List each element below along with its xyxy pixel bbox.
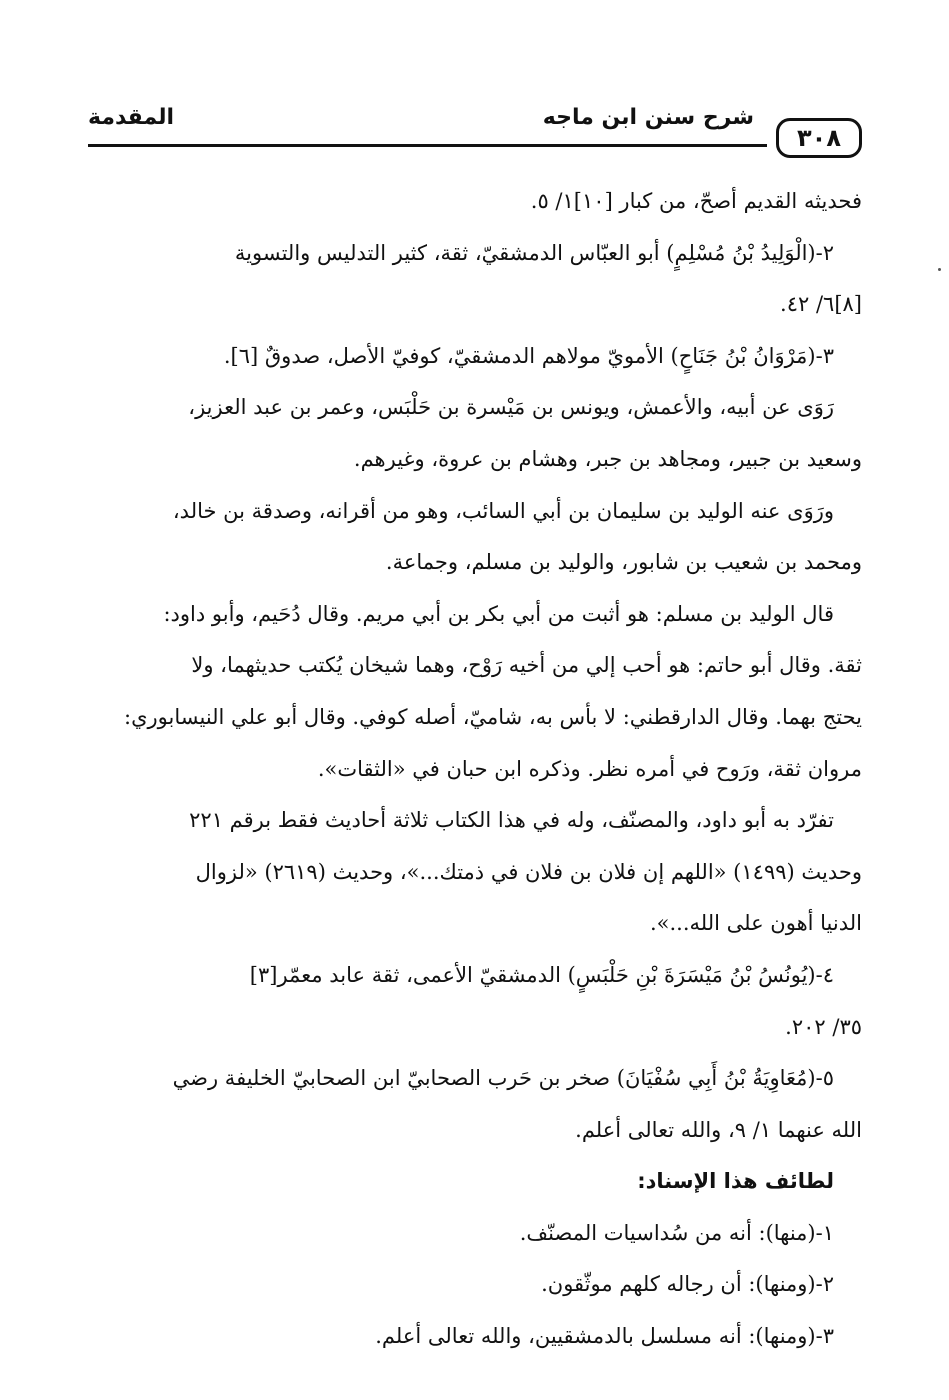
text-line: ومحمد بن شعيب بن شابور، والوليد بن مسلم، وجماعة. — [385, 550, 862, 575]
text-line: ٢-(الْوَلِيدُ بْنُ مُسْلِمٍ) أبو العبّاس الدمشقيّ، ثقة، كثير التدليس والتسوية — [234, 240, 834, 265]
text-line: الدنيا أهون على الله...». — [649, 911, 862, 936]
book-title: شرح سنن ابن ماجه — [542, 105, 754, 130]
section-title: المقدمة — [88, 105, 175, 130]
text-line: ٣-(ومنها): أنه مسلسل بالدمشقيين، والله تعالى أعلم. — [375, 1324, 834, 1349]
page-number: ٣٠٨ — [776, 118, 862, 158]
text-line: ٣-(مَرْوَانُ بْنُ جَنَاحٍ) الأمويّ مولاهم الدمشقيّ، كوفيّ الأصل، صدوقٌ [٦]. — [223, 343, 834, 368]
scan-speck — [938, 268, 941, 271]
text-line: رَوَى عن أبيه، والأعمش، ويونس بن مَيْسرة بن حَلْبَس، وعمر بن عبد العزيز، — [188, 395, 834, 420]
text-line: تفرّد به أبو داود، والمصنّف، وله في هذا الكتاب ثلاثة أحاديث فقط برقم ٢٢١ — [189, 808, 834, 833]
text-line: ٤-(يُونُسُ بْنُ مَيْسَرَةَ بْنِ حَلْبَسٍ) الدمشقيّ الأعمى، ثقة عابد معمّر[٣] — [249, 962, 834, 987]
page-header — [88, 100, 862, 160]
body-text — [88, 176, 862, 1363]
header-rule — [88, 144, 767, 147]
text-line: قال الوليد بن مسلم: هو أثبت من أبي بكر بن أبي مريم. وقال دُحَيم، وأبو داود: — [163, 601, 834, 626]
text-line: ثقة. وقال أبو حاتم: هو أحب إلي من أخيه رَوْح، وهما شيخان يُكتب حديثهما، ولا — [191, 653, 862, 678]
text-line: وحديث (١٤٩٩) «اللهم إن فلان بن فلان في ذمتك...»، وحديث (٢٦١٩) «لزوال — [195, 859, 862, 884]
text-line: فحديثه القديم أصحّ، من كبار [١٠]١/ ٥. — [530, 189, 862, 213]
text-line: يحتج بهما. وقال الدارقطني: لا بأس به، شاميّ، أصله كوفي. وقال أبو علي النيسابوري: — [124, 704, 862, 729]
text-line: ١-(منها): أنه من سُداسيات المصنّف. — [519, 1220, 834, 1245]
subheading: لطائف هذا الإسناد: — [637, 1169, 834, 1194]
text-line: الله عنهما ١/ ٩، والله تعالى أعلم. — [575, 1117, 862, 1142]
text-line: [٨]٦/ ٤٢. — [780, 292, 862, 317]
text-line: وسعيد بن جبير، ومجاهد بن جبر، وهشام بن عروة، وغيرهم. — [353, 446, 862, 471]
text-line: ٣٥/ ٢٠٢. — [785, 1014, 862, 1039]
text-line: ٥-(مُعَاوِيَةُ بْنُ أَبِي سُفْيَانَ) صخر بن حَرب الصحابيّ ابن الصحابيّ الخليفة رضي — [172, 1066, 834, 1091]
text-line: ورَوَى عنه الوليد بن سليمان بن أبي السائب، وهو من أقرانه، وصدقة بن خالد، — [172, 498, 834, 523]
text-line: مروان ثقة، ورَوح في أمره نظر. وذكره ابن حبان في «الثقات». — [317, 756, 862, 781]
text-line: ٢-(ومنها): أن رجاله كلهم موثّقون. — [541, 1272, 834, 1297]
